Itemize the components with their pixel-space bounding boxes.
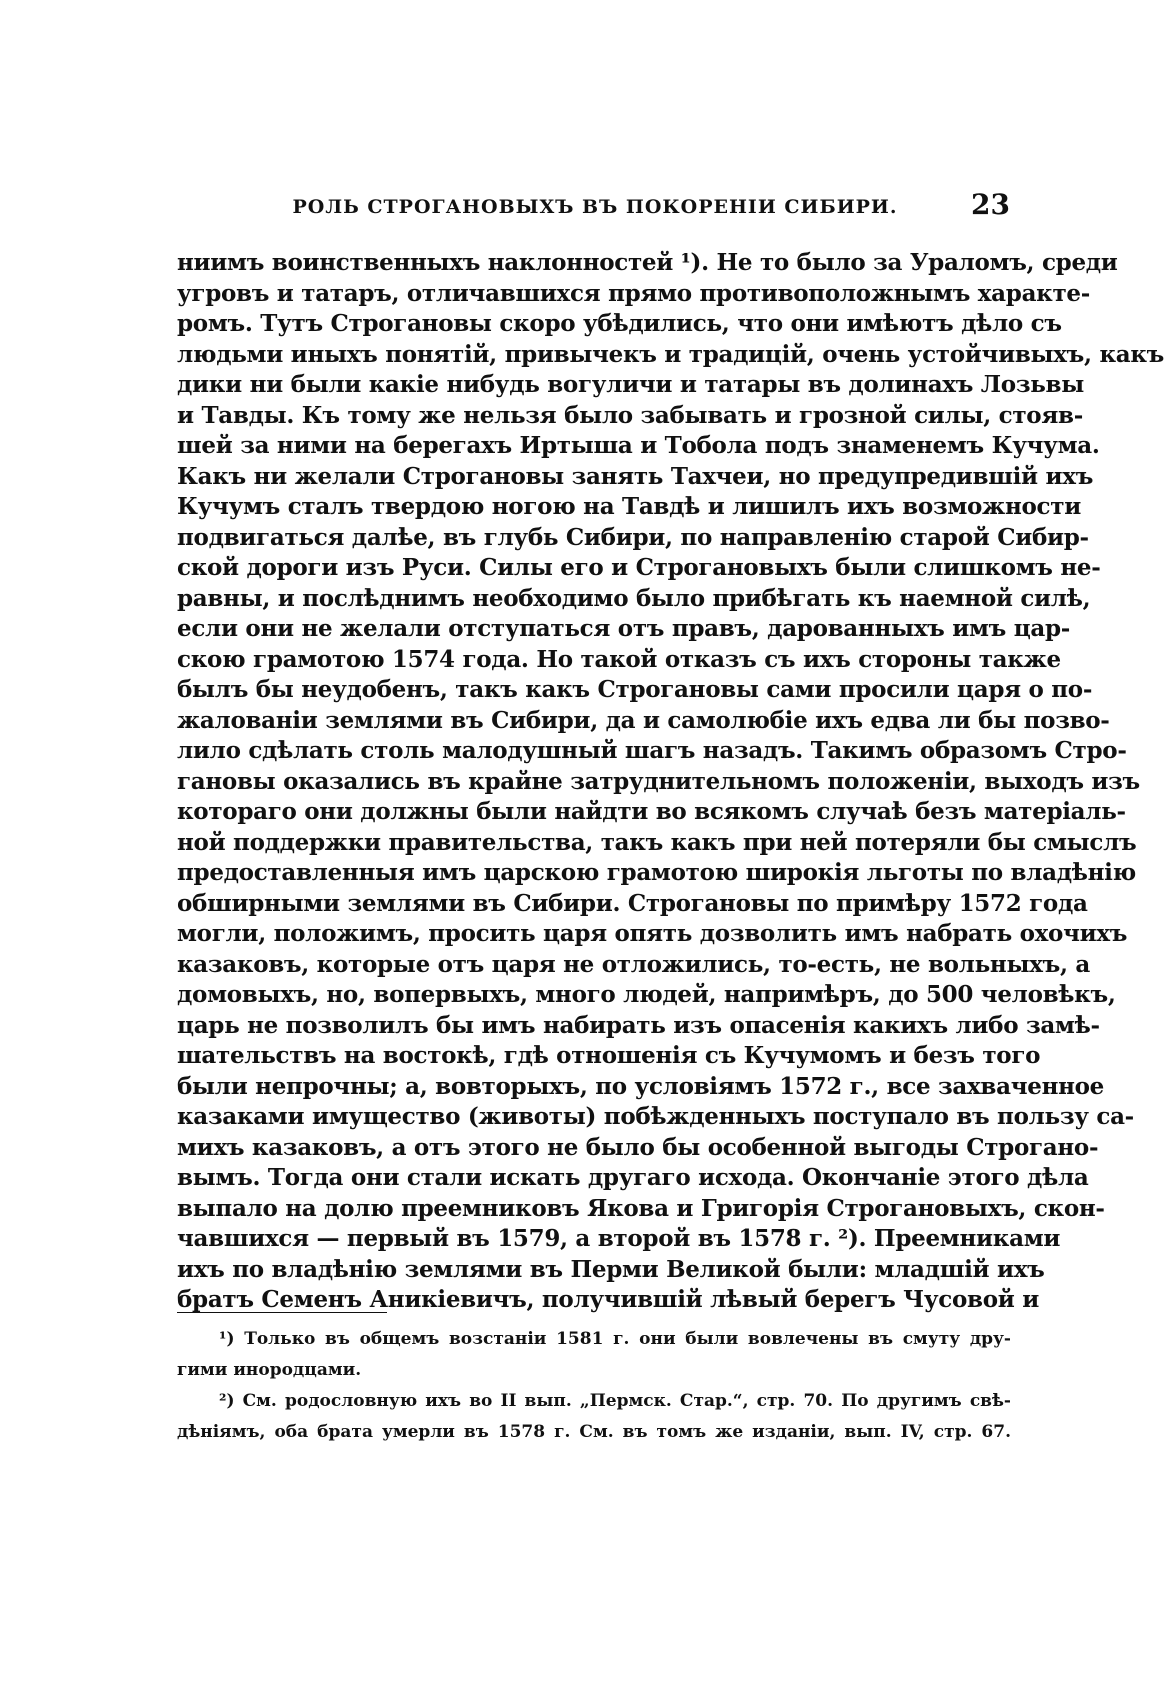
text-line: ромъ. Тутъ Строгановы скоро убѣдились, что они имѣютъ дѣло съ <box>177 310 1062 337</box>
text-line: жалованіи землями въ Сибири, да и самолюбіе ихъ едва ли бы позво- <box>177 706 1110 734</box>
text-line: лило сдѣлать столь малодушный шагъ назадъ. Такимъ образомъ Стро- <box>177 737 1127 764</box>
text-line: царь не позволилъ бы имъ набирать изъ опасенія какихъ либо замѣ- <box>177 1011 1100 1039</box>
text-line: шательствъ на востокѣ, гдѣ отношенія съ Кучумомъ и безъ того <box>177 1042 1041 1069</box>
running-title: РОЛЬ СТРОГАНОВЫХЪ ВЪ ПОКОРЕНІИ СИБИРИ. <box>292 196 898 218</box>
text-line: Какъ ни желали Строгановы занять Тахчеи, но предупредившій ихъ <box>177 462 1094 490</box>
page-header <box>180 188 1010 232</box>
text-line: братъ Семенъ Аникіевичъ, получившій лѣвый берегъ Чусовой и <box>177 1286 1039 1313</box>
footnote-2-line-1: ²) См. родословную ихъ во II вып. „Пермск. Стар.“, стр. 70. По другимъ свѣ- <box>219 1391 1011 1411</box>
text-line: ниимъ воинственныхъ наклонностей ¹). Не то было за Ураломъ, среди <box>177 249 1118 276</box>
text-line: обширными землями въ Сибири. Строгановы по примѣру 1572 года <box>177 889 1088 917</box>
text-line: ихъ по владѣнію землями въ Перми Великой были: младшій ихъ <box>177 1255 1045 1283</box>
text-line: казаками имущество (животы) побѣжденныхъ поступало въ пользу са- <box>177 1103 1134 1130</box>
text-line: Кучумъ сталъ твердою ногою на Тавдѣ и лишилъ ихъ возможности <box>177 493 1081 520</box>
text-line: были непрочны; а, вовторыхъ, по условіямъ 1572 г., все захваченное <box>177 1072 1105 1100</box>
text-line: подвигаться далѣе, въ глубь Сибири, по направленію старой Сибир- <box>177 523 1089 551</box>
text-line: людьми иныхъ понятій, привычекъ и традицій, очень устойчивыхъ, какъ <box>177 340 1164 368</box>
text-line: ной поддержки правительства, такъ какъ при ней потеряли бы смыслъ <box>177 828 1137 856</box>
text-line: дики ни были какіе нибудь вогуличи и татары въ долинахъ Лозьвы <box>177 371 1084 398</box>
text-line: котораго они должны были найдти во всякомъ случаѣ безъ матеріаль- <box>177 798 1126 825</box>
text-line: если они не желали отступаться отъ правъ, дарованныхъ имъ цар- <box>177 615 1071 642</box>
text-line: могли, положимъ, просить царя опять дозволить имъ набрать охочихъ <box>177 920 1128 947</box>
text-line: домовыхъ, но, вопервыхъ, много людей, напримѣръ, до 500 человѣкъ, <box>177 981 1116 1008</box>
page-number: 23 <box>971 188 1010 221</box>
text-line: равны, и послѣднимъ необходимо было прибѣгать къ наемной силѣ, <box>177 584 1091 612</box>
footnotes <box>177 1324 1011 1448</box>
text-line: скою грамотою 1574 года. Но такой отказъ съ ихъ стороны также <box>177 645 1061 673</box>
text-line: шей за ними на берегахъ Иртыша и Тобола подъ знаменемъ Кучума. <box>177 432 1100 459</box>
footnote-1-line-2: гими инородцами. <box>177 1360 362 1380</box>
footnote-1-line-1: ¹) Только въ общемъ возстаніи 1581 г. они были вовлечены въ смуту дру- <box>219 1329 1011 1349</box>
text-line: вымъ. Тогда они стали искать другаго исхода. Окончаніе этого дѣла <box>177 1164 1089 1191</box>
text-line: ской дороги изъ Руси. Силы его и Строгановыхъ были слишкомъ не- <box>177 554 1101 581</box>
footnote-separator <box>177 1312 387 1313</box>
text-line: казаковъ, которые отъ царя не отложились, то-есть, не вольныхъ, а <box>177 950 1090 978</box>
text-line: угровъ и татаръ, отличавшихся прямо противоположнымъ характе- <box>177 279 1091 307</box>
text-line: и Тавды. Къ тому же нельзя было забывать и грозной силы, стояв- <box>177 401 1083 429</box>
footnote-2-line-2: дѣніямъ, оба брата умерли въ 1578 г. См. въ томъ же изданіи, вып. IV, стр. 67. <box>177 1422 1011 1442</box>
main-text <box>177 248 1164 1316</box>
text-line: предоставленныя имъ царскою грамотою широкія льготы по владѣнію <box>177 859 1136 886</box>
text-line: михъ казаковъ, а отъ этого не было бы особенной выгоды Строгано- <box>177 1133 1099 1161</box>
text-line: гановы оказались въ крайне затруднительномъ положеніи, выходъ изъ <box>177 767 1140 795</box>
text-line: выпало на долю преемниковъ Якова и Григорія Строгановыхъ, скон- <box>177 1194 1105 1222</box>
text-line: чавшихся — первый въ 1579, а второй въ 1578 г. ²). Преемниками <box>177 1225 1061 1252</box>
text-line: былъ бы неудобенъ, такъ какъ Строгановы сами просили царя о по- <box>177 676 1093 703</box>
